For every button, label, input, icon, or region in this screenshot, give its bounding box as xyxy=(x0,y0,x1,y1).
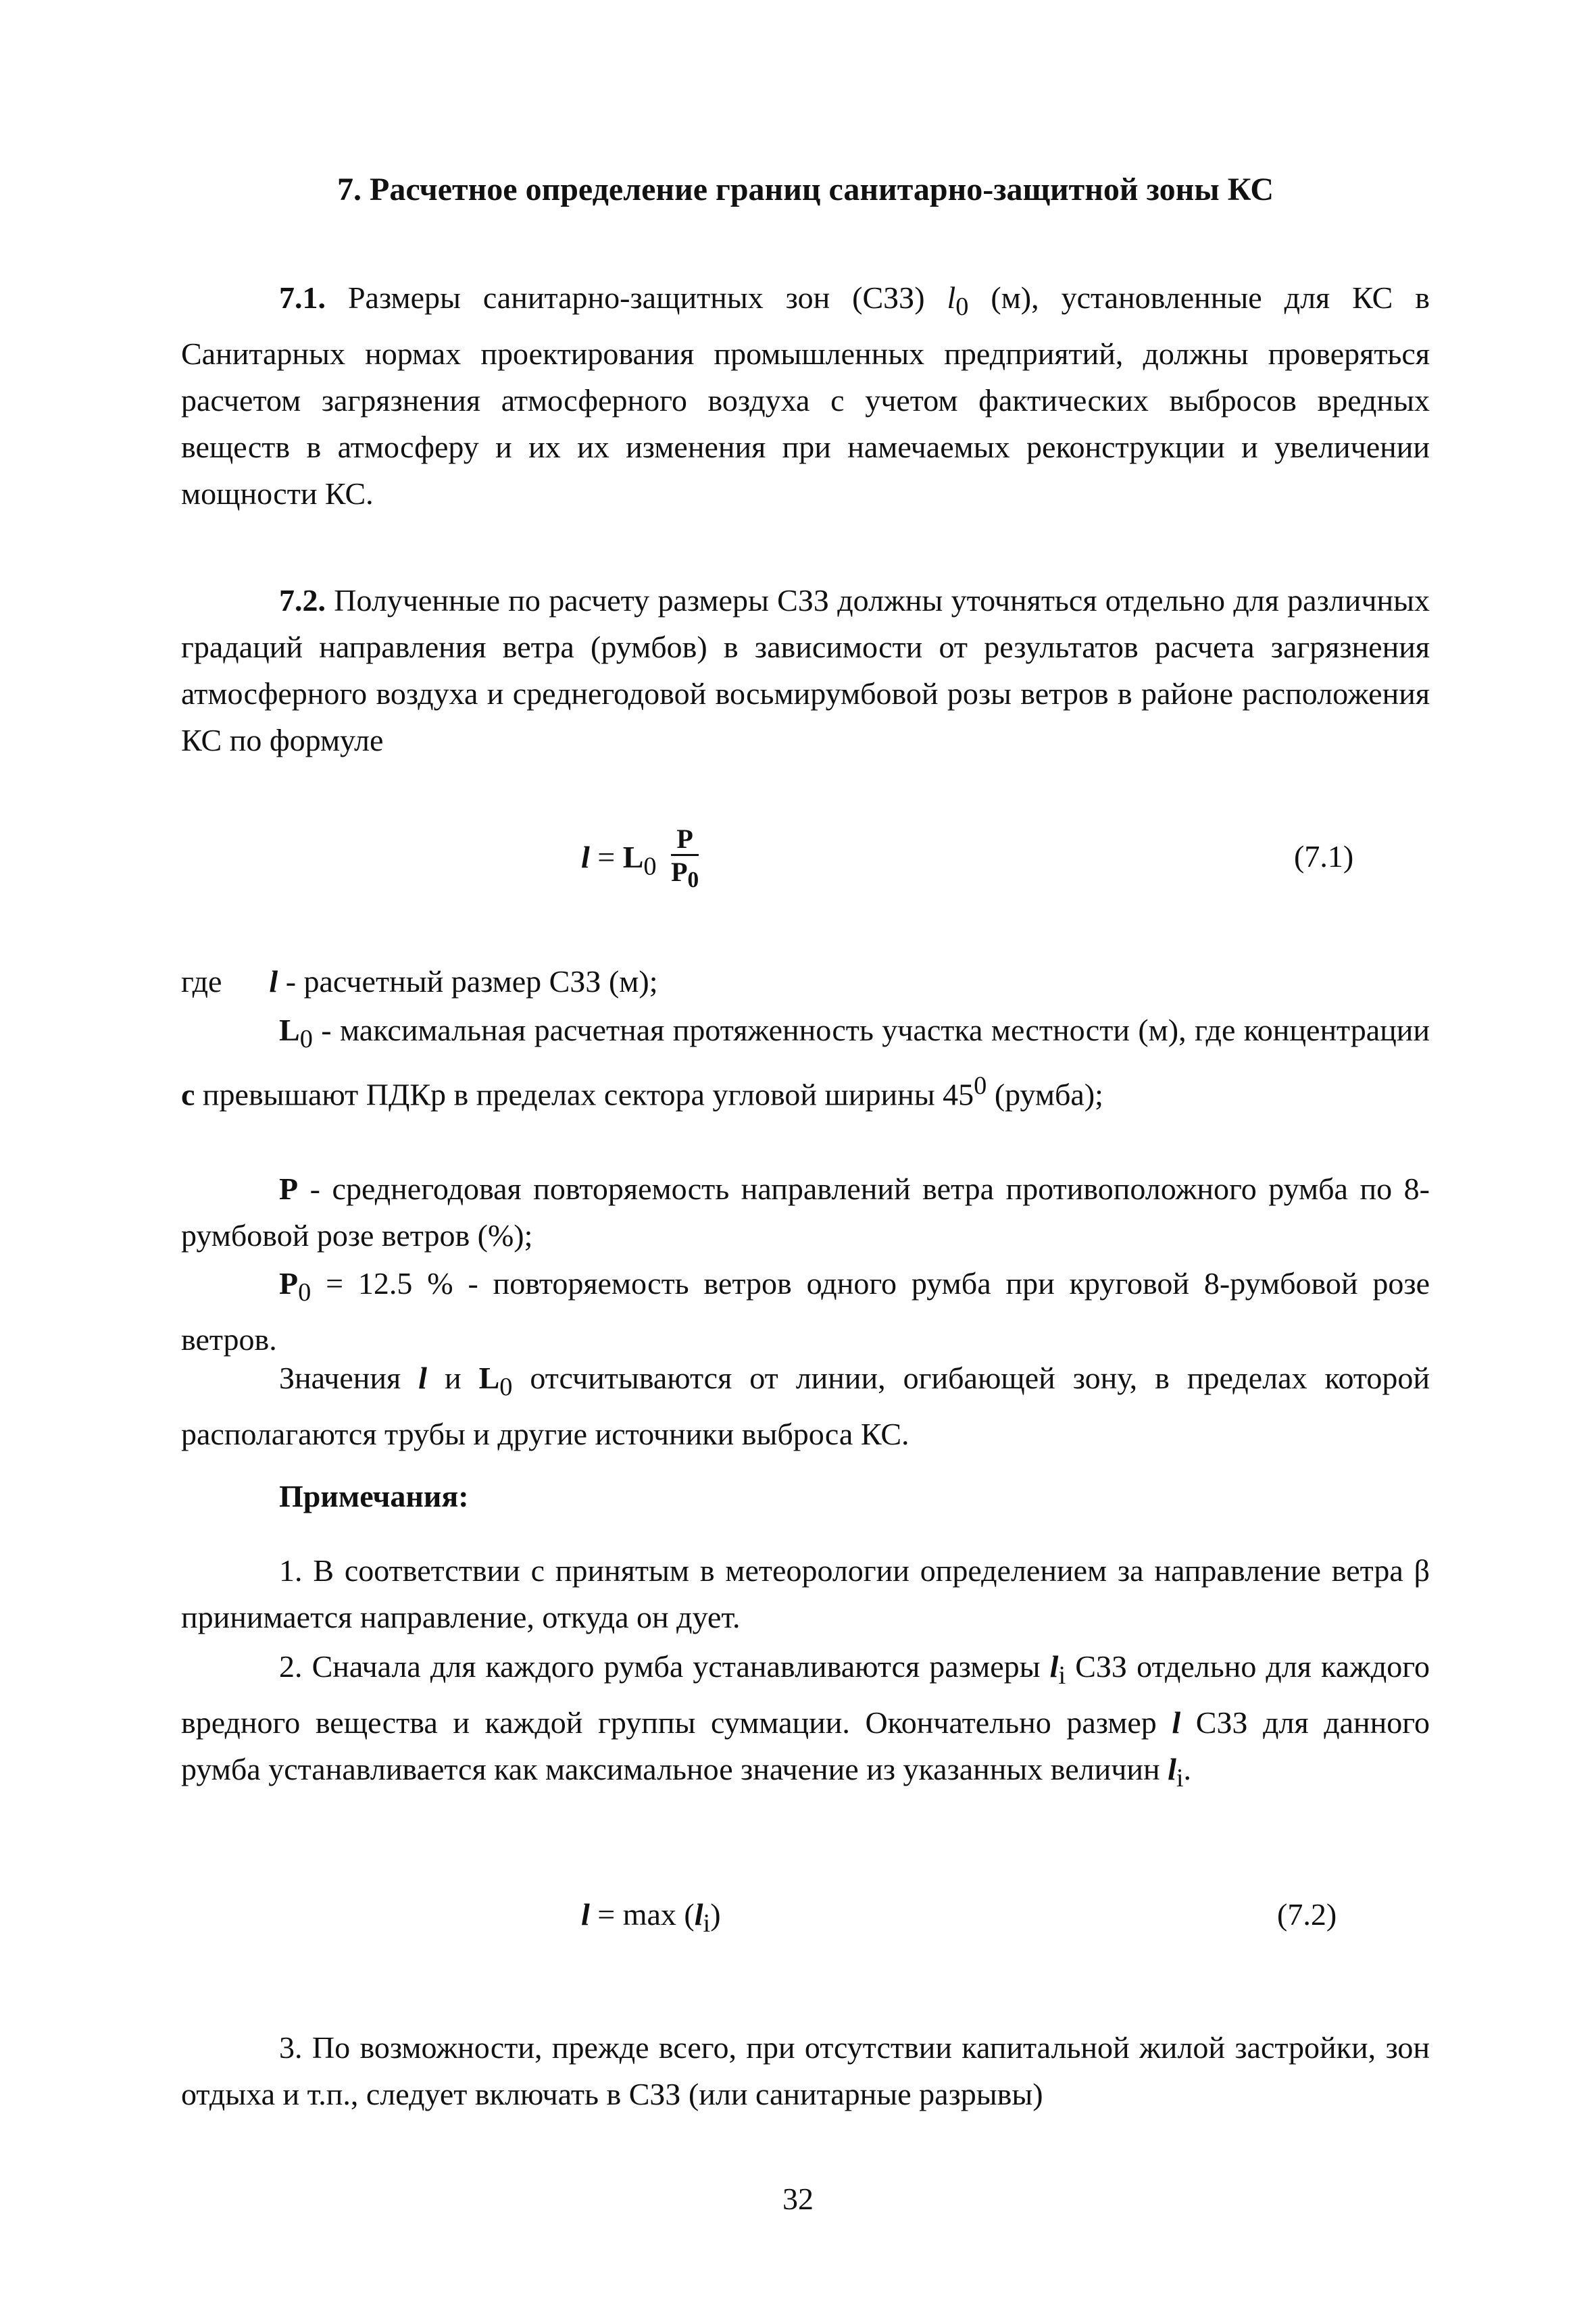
values-text: и xyxy=(426,1361,479,1395)
formula-lhs: l xyxy=(581,1897,590,1932)
P0-desc: = 12.5 % - повторяемость ветров одного румба при круговой 8-румбовой розе ветров. xyxy=(181,1266,1430,1357)
equation-number-7-1: (7.1) xyxy=(1294,839,1354,874)
note-2 xyxy=(181,1643,1430,1802)
symbol-l: l xyxy=(947,280,956,315)
values-L: L xyxy=(478,1361,500,1395)
note-2-li: l xyxy=(1049,1649,1059,1684)
L0-desc-2: превышают ПДКр в пределах сектора угловой ширины 45 xyxy=(195,1077,974,1112)
page-number: 32 xyxy=(782,2182,814,2216)
formula-L: L xyxy=(622,840,644,875)
formula-equals: = xyxy=(589,840,623,875)
note-2-text: СЗЗ для данного румба устанавливается как максимальное значение из указанных величин xyxy=(181,1705,1430,1787)
paragraph-number: 7.2. xyxy=(279,583,326,618)
where-P-block xyxy=(181,1165,1430,1259)
L0-sub: 0 xyxy=(299,1025,313,1054)
notes-title: Примечания: xyxy=(279,1479,469,1513)
note-3-text: 3. По возможности, прежде всего, при отсутствии капитальной жилой застройки, зон отдыха и т.п., следует включать в СЗЗ (или санитарные разрывы) xyxy=(181,2030,1430,2111)
paragraph-text: Полученные по расчету размеры СЗЗ должны уточняться отдельно для различных градаций направления ветра (румбов) в зависимости от результатов расчета загрязнения атмосферного воздуха и среднегодовой восьмирумбовой розы ветров в районе расположения КС по формуле xyxy=(181,583,1430,757)
note-1-text: 1. В соответствии с принятым в метеорологии определением за направление ветра β принимается направление, откуда он дует. xyxy=(181,1553,1430,1634)
subscript: 0 xyxy=(955,293,969,322)
formula-7-2 xyxy=(581,1894,721,1944)
fraction-denominator: $P_0$ xyxy=(671,857,699,892)
note-2-sub: i xyxy=(1058,1661,1066,1690)
formula-arg: l xyxy=(694,1897,703,1932)
values-text: Значения xyxy=(279,1361,419,1395)
paragraph-7-1 xyxy=(181,274,1430,517)
formula-max: = max ( xyxy=(589,1897,695,1932)
note-2-text: СЗЗ отдельно для каждого вредного вещества и каждой группы суммации. Окончательно размер xyxy=(181,1649,1430,1740)
formula-fraction xyxy=(671,824,699,897)
section-heading: 7. Расчетное определение границ санитарно-защитной зоны КС xyxy=(337,172,1274,207)
values-note-block xyxy=(181,1355,1430,1457)
formula-lhs: l xyxy=(581,840,590,875)
L0-desc-3: (румба); xyxy=(987,1077,1103,1112)
note-2-sub: i xyxy=(1176,1764,1184,1793)
P-desc: - среднегодовая повторяемость направлений ветра противоположного румба по 8-румбовой розе ветров (%); xyxy=(181,1172,1430,1253)
paragraph-number: 7.1. xyxy=(279,280,326,315)
paragraph-7-2 xyxy=(181,577,1430,763)
note-2-li: l xyxy=(1168,1752,1176,1787)
where-P0-block xyxy=(181,1260,1430,1363)
where-l-row xyxy=(181,958,1430,1005)
paragraph-text: (м), установленные для КС в Санитарных нормах проектирования промышленных предприятий, должны проверяться расчетом загрязнения атмосферного воздуха с учетом фактических выбросов вредных веществ в атмосферу и их их изменения при намечаемых реконструкции и увеличении мощности КС. xyxy=(181,280,1430,511)
where-L0-block xyxy=(181,1007,1430,1118)
values-sub: 0 xyxy=(499,1373,513,1402)
where-l-desc: - расчетный размер СЗЗ (м); xyxy=(278,964,658,999)
note-2-l: l xyxy=(1172,1705,1181,1740)
note-2-text: . xyxy=(1183,1752,1192,1787)
formula-7-1 xyxy=(581,824,699,897)
paragraph-text: Размеры санитарно-защитных зон (СЗЗ) xyxy=(326,280,947,315)
equation-number-7-2: (7.2) xyxy=(1277,1897,1337,1932)
values-l: l xyxy=(418,1361,427,1395)
formula-arg-sub: i xyxy=(703,1909,711,1938)
fraction-numerator: P xyxy=(671,824,699,856)
c-symbol: c xyxy=(181,1077,195,1112)
degree-sup: 0 xyxy=(974,1072,987,1101)
formula-close: ) xyxy=(710,1897,721,1932)
where-label: где xyxy=(181,964,222,999)
P0-symbol: P xyxy=(279,1266,299,1301)
where-l-symbol: l xyxy=(269,964,278,999)
L0-symbol: L xyxy=(279,1013,300,1047)
P-symbol: P xyxy=(279,1172,299,1206)
P0-sub: 0 xyxy=(298,1278,311,1307)
note-2-text: 2. Сначала для каждого румба устанавливаются размеры xyxy=(279,1649,1050,1684)
formula-L-sub: 0 xyxy=(643,852,657,881)
L0-desc: - максимальная расчетная протяженность участка местности (м), где концентрации xyxy=(312,1013,1430,1047)
note-3 xyxy=(181,2024,1430,2117)
values-text: отсчитываются от линии, огибающей зону, в пределах которой располагаются трубы и другие источники выброса КС. xyxy=(181,1361,1430,1452)
note-1 xyxy=(181,1547,1430,1640)
